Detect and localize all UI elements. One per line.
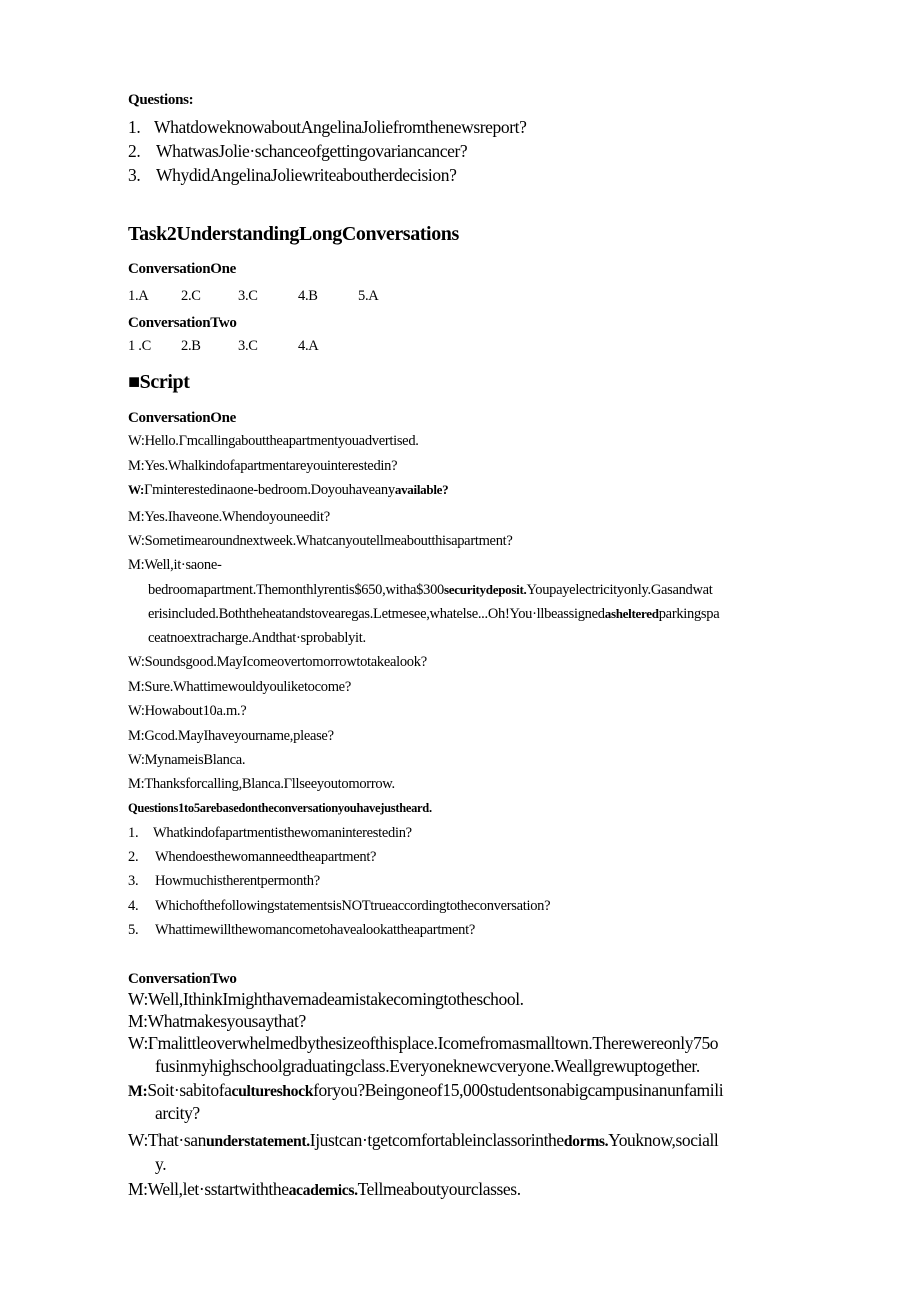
dialogue-line	[128, 1130, 718, 1150]
question-number: 4.	[128, 898, 139, 914]
text: bedroomapartment.Themonthlyrentis$650,witha$300	[148, 582, 444, 598]
text: Tellmeaboutyourclasses.	[357, 1179, 521, 1199]
answer: 3.C	[238, 288, 258, 304]
dialogue-line: W:Hello.Γmcallingabouttheapartmentyouadvertised.	[128, 433, 419, 449]
text: Youpayelectricityonly.Gasandwat	[526, 582, 713, 598]
text: W:That·san	[128, 1130, 206, 1150]
question-number: 3.	[128, 873, 139, 889]
question-text: WhydidAngelinaJoliewriteaboutherdecision?	[156, 165, 457, 185]
conversation-one-heading: ConversationOne	[128, 261, 237, 277]
answer: 3.C	[238, 338, 258, 354]
answer: 1.A	[128, 288, 149, 304]
answer: 1 .C	[128, 338, 151, 354]
speaker: M:	[128, 1083, 148, 1100]
speaker: W:	[128, 482, 145, 497]
dialogue-line: W:Howabout10a.m.?	[128, 703, 247, 719]
text: Γminterestedinaone-bedroom.Doyouhaveany	[144, 482, 395, 498]
dialogue-line: W:MynameisBlanca.	[128, 752, 246, 768]
conversation-two-heading: ConversationTwo	[128, 315, 237, 331]
dialogue-line: M:Well,it·saone-	[128, 557, 222, 573]
answer: 4.B	[298, 288, 318, 304]
dialogue-line: arcity?	[155, 1103, 200, 1123]
bold-text: dorms.	[563, 1133, 609, 1150]
dialogue-line: W:Well,IthinkImighthavemadeamistakecomingtotheschool.	[128, 989, 524, 1009]
text: foryou?Beingoneof15,000studentsonabigcampusinanunfamili	[313, 1080, 724, 1100]
dialogue-line	[148, 580, 713, 600]
answer: 2.B	[181, 338, 201, 354]
script-conversation-one-heading: ConversationOne	[128, 410, 237, 426]
dialogue-line	[128, 1080, 723, 1100]
text: erisincluded.Boththeheatandstovearegas.Letmesee,whatelse...Oh!You·llbeassigned	[148, 606, 605, 622]
question-text: Howmuchistherentpermonth?	[155, 873, 320, 889]
bold-text: available?	[394, 482, 449, 497]
question-number: 2.	[128, 141, 141, 161]
answer: 5.A	[358, 288, 379, 304]
dialogue-line: M:Gcod.MayIhaveyourname,please?	[128, 728, 334, 744]
question-number: 1.	[128, 117, 141, 137]
dialogue-line: M:Yes.Ihaveone.Whendoyouneedit?	[128, 509, 330, 525]
question-text: Whendoesthewomanneedtheapartment?	[155, 849, 377, 865]
dialogue-line: M:Thanksforcalling,Blanca.Γllseeyoutomorrow.	[128, 776, 395, 792]
question-text: WhatdoweknowaboutAngelinaJoliefromthenewsreport?	[154, 117, 527, 137]
text: M:Well,let·sstartwiththe	[128, 1179, 289, 1199]
dialogue-line	[128, 480, 448, 500]
task2-heading: Task2UnderstandingLongConversations	[128, 223, 459, 245]
text: Ijustcan·tgetcomfortableinclassorinthe	[309, 1130, 564, 1150]
question-text: Whattimewillthewomancometohavealookattheapartment?	[155, 922, 475, 938]
script-heading: ■Script	[128, 371, 190, 393]
dialogue-line	[128, 1179, 521, 1199]
question-number: 5.	[128, 922, 139, 938]
answer: 4.A	[298, 338, 319, 354]
bold-text: understatement.	[205, 1133, 310, 1150]
dialogue-line: W:Soundsgood.MayIcomeovertomorrowtotakealook?	[128, 654, 427, 670]
bold-text: securitydeposit.	[443, 582, 527, 597]
bold-text: asheltered	[604, 606, 659, 621]
text: parkingspa	[658, 606, 720, 622]
question-number: 2.	[128, 849, 139, 865]
dialogue-line: y.	[155, 1154, 167, 1174]
question-number: 1.	[128, 825, 139, 841]
question-text: WhichofthefollowingstatementsisNOTtrueaccordingtotheconversation?	[155, 898, 551, 914]
question-text: WhatwasJolie·schanceofgettingovariancancer?	[156, 141, 468, 161]
dialogue-line: fusinmyhighschoolgraduatingclass.Everyoneknewcveryone.Weallgrewuptogether.	[155, 1056, 700, 1076]
dialogue-line: W:Sometimearoundnextweek.Whatcanyoutellmeaboutthisapartment?	[128, 533, 513, 549]
dialogue-line: M:Sure.Whattimewouldyouliketocome?	[128, 679, 351, 695]
question-text: Whatkindofapartmentisthewomaninterestedin?	[153, 825, 412, 841]
dialogue-line: W:Γmalittleoverwhelmedbythesizeofthisplace.Icomefromasmalltown.Therewereonly75o	[128, 1033, 719, 1053]
bold-text: cultureshock	[231, 1083, 314, 1100]
answer: 2.C	[181, 288, 201, 304]
questions-heading: Questions:	[128, 92, 194, 108]
questions-intro: Questions1to5arebasedontheconversationyouhavejustheard.	[128, 801, 432, 815]
text: Youknow,sociall	[608, 1130, 719, 1150]
script-conversation-two-heading: ConversationTwo	[128, 971, 237, 987]
text: Soit·sabitofa	[147, 1080, 232, 1100]
dialogue-line: ceatnoextracharge.Andthat·sprobablyit.	[148, 630, 366, 646]
dialogue-line	[148, 604, 719, 624]
bold-text: academics.	[288, 1182, 358, 1199]
dialogue-line: M:Yes.Whalkindofapartmentareyouinterestedin?	[128, 458, 398, 474]
dialogue-line: M:Whatmakesyousaythat?	[128, 1011, 306, 1031]
question-number: 3.	[128, 165, 141, 185]
